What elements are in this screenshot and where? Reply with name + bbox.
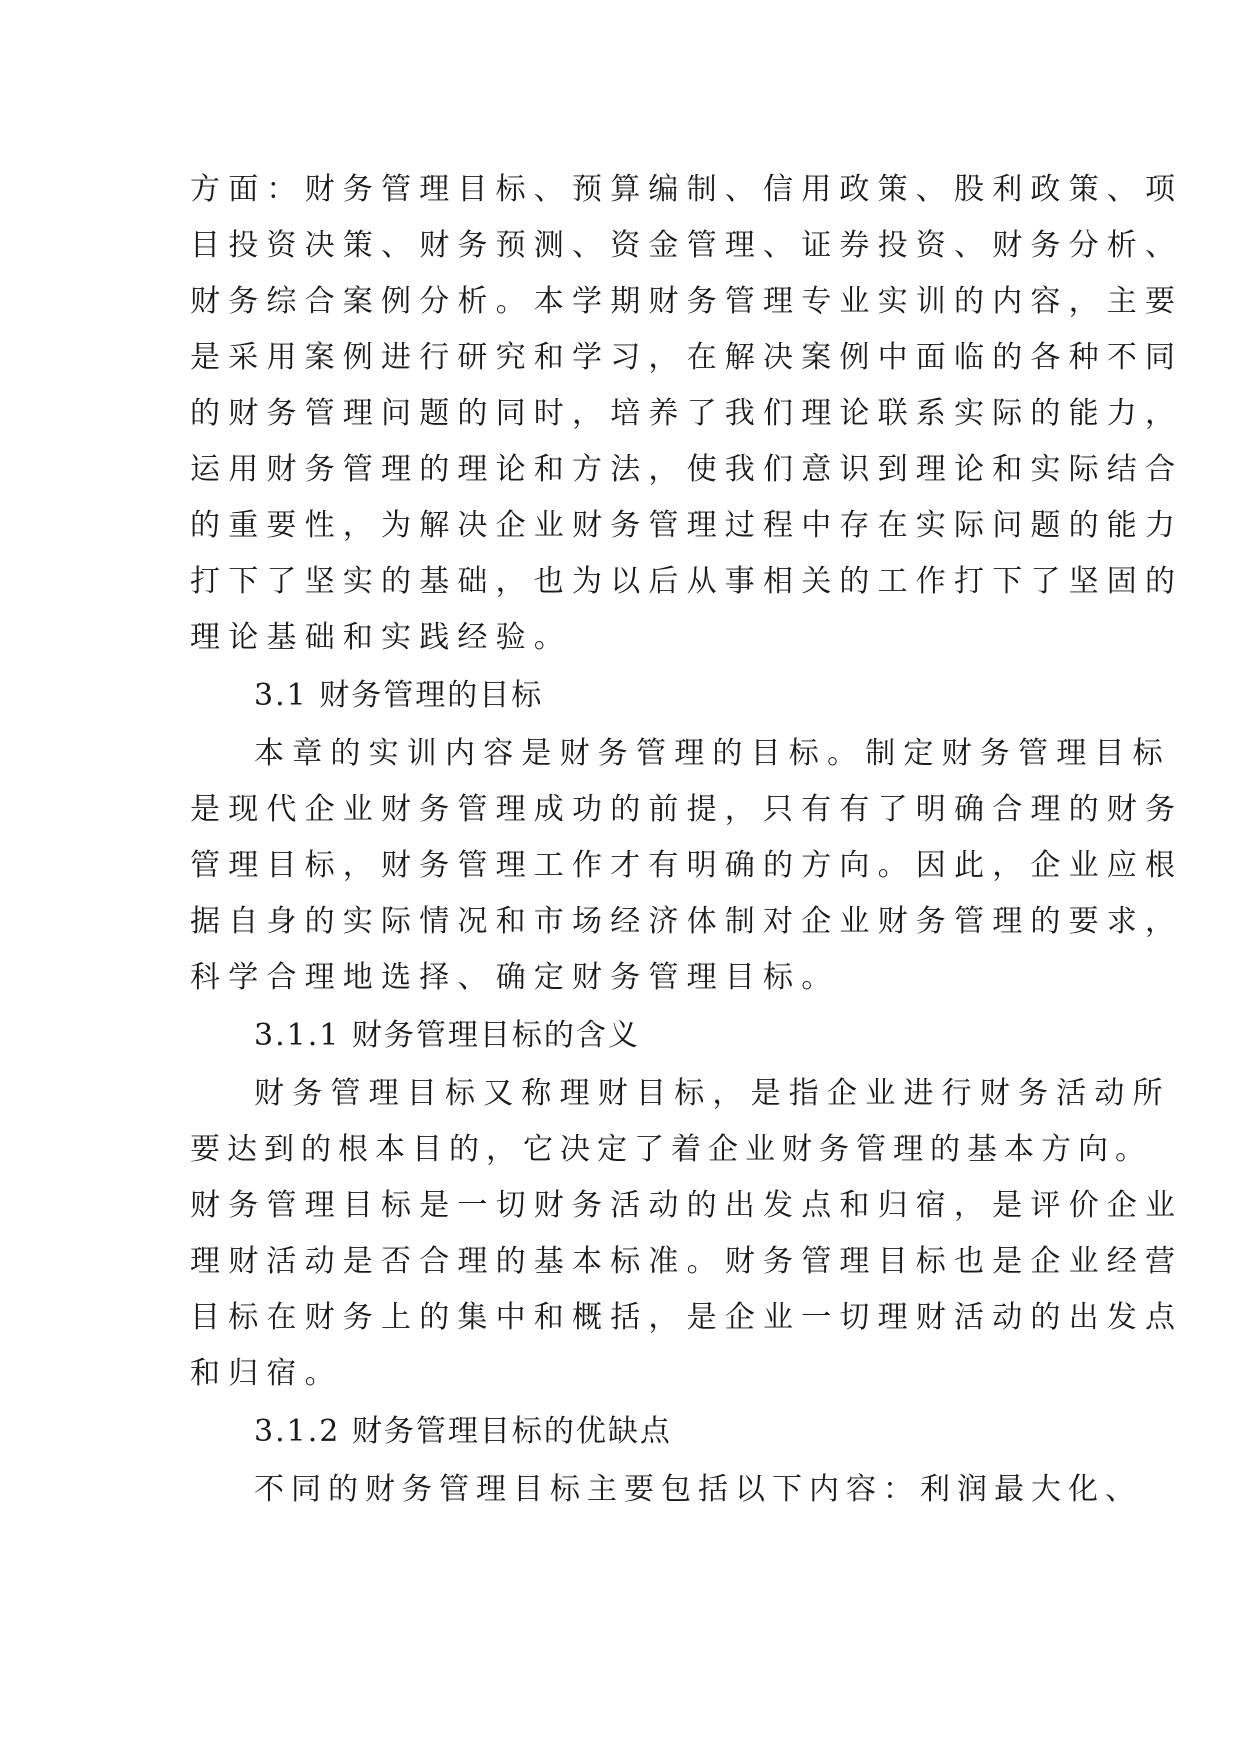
body-text-line: 据自身的实际情况和市场经济体制对企业财务管理的要求， <box>190 904 1184 939</box>
body-text-line: 理论基础和实践经验。 <box>190 620 572 655</box>
body-text-line: 和归宿。 <box>190 1356 343 1391</box>
body-text-line: 方面：财务管理目标、预算编制、信用政策、股利政策、项 <box>190 172 1184 207</box>
body-text-line: 财务综合案例分析。本学期财务管理专业实训的内容，主要 <box>190 284 1184 319</box>
body-text-line: 的财务管理问题的同时，培养了我们理论联系实际的能力， <box>190 396 1184 431</box>
body-text-line: 财务管理目标是一切财务活动的出发点和归宿，是评价企业 <box>190 1188 1184 1223</box>
body-text-line: 目标在财务上的集中和概括，是企业一切理财活动的出发点 <box>190 1300 1184 1335</box>
body-text-line: 是采用案例进行研究和学习，在解决案例中面临的各种不同 <box>190 340 1184 375</box>
body-text-line: 要达到的根本目的，它决定了着企业财务管理的基本方向。 <box>190 1132 1152 1167</box>
subsection-heading: 3.1.1 财务管理目标的含义 <box>254 1018 640 1053</box>
body-text-line: 运用财务管理的理论和方法，使我们意识到理论和实际结合 <box>190 452 1184 487</box>
body-text-line: 打下了坚实的基础，也为以后从事相关的工作打下了坚固的 <box>190 564 1184 599</box>
body-text-line: 理财活动是否合理的基本标准。财务管理目标也是企业经营 <box>190 1244 1184 1279</box>
section-heading: 3.1 财务管理的目标 <box>254 678 544 713</box>
body-text-line: 是现代企业财务管理成功的前提，只有有了明确合理的财务 <box>190 792 1184 827</box>
paragraph-first-line: 不同的财务管理目标主要包括以下内容：利润最大化、 <box>254 1472 1142 1507</box>
paragraph-first-line: 财务管理目标又称理财目标，是指企业进行财务活动所 <box>254 1076 1171 1111</box>
paragraph-first-line: 本章的实训内容是财务管理的目标。制定财务管理目标 <box>254 736 1171 771</box>
subsection-heading: 3.1.2 财务管理目标的优缺点 <box>254 1414 672 1449</box>
body-text-line: 科学合理地选择、确定财务管理目标。 <box>190 960 840 995</box>
body-text-line: 的重要性，为解决企业财务管理过程中存在实际问题的能力 <box>190 508 1184 543</box>
body-text-line: 目投资决策、财务预测、资金管理、证券投资、财务分析、 <box>190 228 1184 263</box>
body-text-line: 管理目标，财务管理工作才有明确的方向。因此，企业应根 <box>190 848 1184 883</box>
